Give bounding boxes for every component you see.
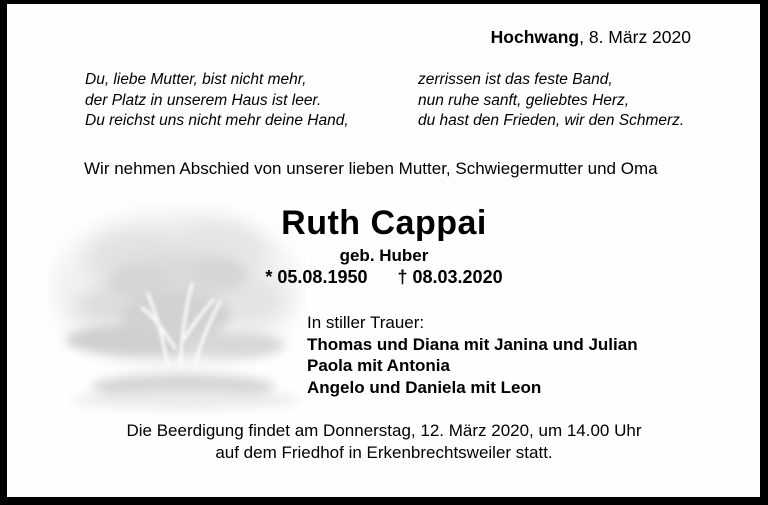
death-date: † 08.03.2020 xyxy=(397,267,503,287)
dateline xyxy=(491,27,691,48)
funeral-line: Die Beerdigung findet am Donnerstag, 12. März 2020, um 14.00 Uhr xyxy=(126,421,642,440)
mourner-line: Thomas und Diana mit Janina und Julian xyxy=(307,334,638,354)
farewell-intro-text: Wir nehmen Abschied von unserer lieben Mutter, Schwiegermutter und Oma xyxy=(84,159,658,178)
poem-line: zerrissen ist das feste Band, xyxy=(418,71,613,88)
dateline-place: Hochwang xyxy=(490,27,580,47)
name-block xyxy=(0,203,768,288)
birth-date: * 05.08.1950 xyxy=(265,267,368,287)
funeral-line: auf dem Friedhof in Erkenbrechtsweiler statt. xyxy=(215,442,553,462)
poem-left-column xyxy=(85,70,349,132)
mourning-block xyxy=(307,312,638,398)
poem-line: der Platz in unserem Haus ist leer. xyxy=(85,91,322,109)
funeral-info xyxy=(0,420,768,463)
dateline-date: , 8. März 2020 xyxy=(579,27,691,47)
mourning-label: In stiller Trauer: xyxy=(307,313,425,332)
poem-right-column xyxy=(418,70,684,132)
poem-line: Du, liebe Mutter, bist nicht mehr, xyxy=(85,71,307,88)
mourner-line: Angelo und Daniela mit Leon xyxy=(307,377,542,397)
poem-line: Du reichst uns nicht mehr deine Hand, xyxy=(85,112,349,129)
maiden-name: geb. Huber xyxy=(339,246,429,265)
poem-line: nun ruhe sanft, geliebtes Herz, xyxy=(418,91,630,109)
mourner-line: Paola mit Antonia xyxy=(307,356,450,375)
deceased-name: Ruth Cappai xyxy=(281,204,487,242)
life-dates xyxy=(0,267,768,288)
poem-line: du hast den Frieden, wir den Schmerz. xyxy=(418,112,685,129)
